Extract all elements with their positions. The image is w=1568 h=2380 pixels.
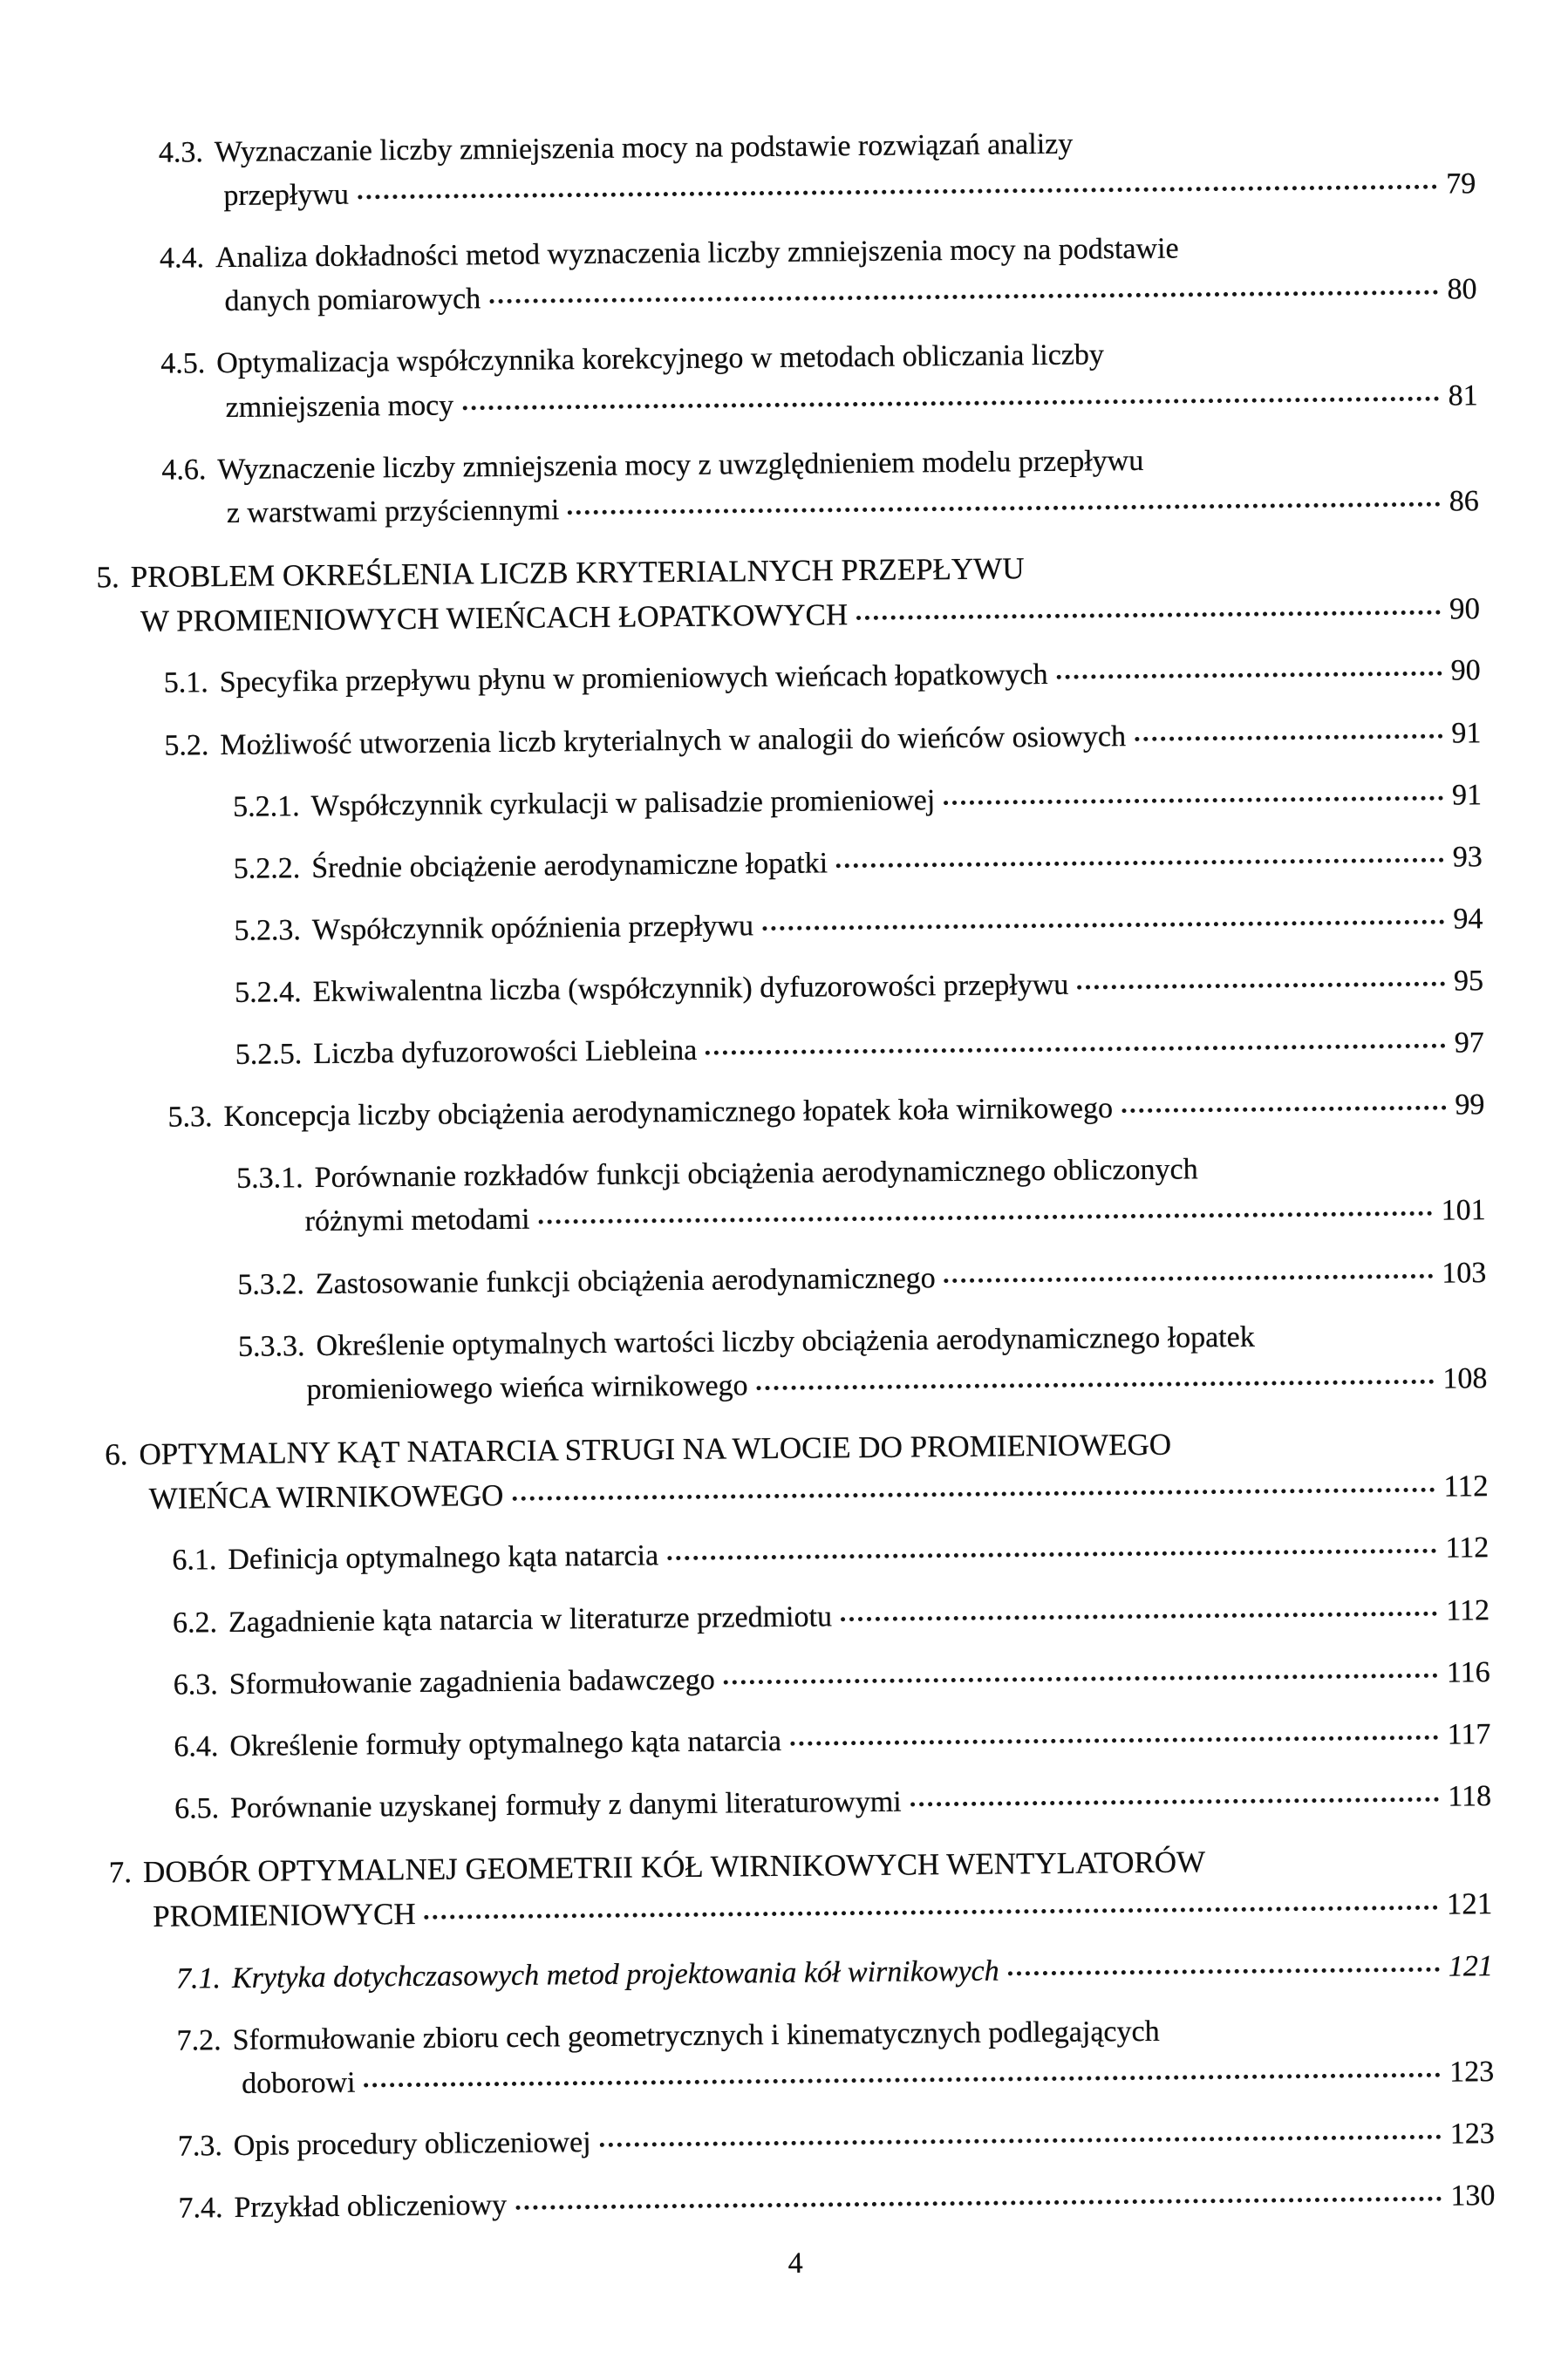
dot-leader	[489, 290, 1438, 303]
dot-leader	[538, 1211, 1432, 1224]
toc-entry-line	[161, 378, 1478, 426]
toc-entry-line	[109, 1841, 1492, 1891]
dot-leader	[706, 1044, 1446, 1055]
toc-entry-line	[96, 546, 1479, 596]
toc-entry-text: Przykład obliczeniowy	[234, 2189, 508, 2225]
toc-entry-line	[97, 590, 1480, 640]
dot-leader	[836, 857, 1444, 868]
toc-entry-text: Specyfika przepływu płynu w promieniowych wieńcach łopatkowych	[219, 658, 1048, 699]
dot-leader	[724, 1673, 1438, 1684]
dot-leader	[944, 1273, 1434, 1282]
toc-entry-page: 99	[1455, 1088, 1485, 1122]
toc-entry	[99, 778, 1482, 826]
toc-entry-line	[164, 654, 1481, 702]
dot-leader	[1077, 982, 1445, 990]
toc-entry-number: 6.3.	[173, 1667, 218, 1701]
toc-entry-text: Krytyka dotychczasowych metod projektowania kół wirnikowych	[231, 1954, 999, 1995]
toc-entry-continuation: doborowi	[241, 2066, 356, 2100]
toc-entry-page: 117	[1447, 1717, 1491, 1751]
dot-leader	[568, 501, 1441, 515]
toc-entry-text: Porównanie uzyskanej formuły z danymi literaturowymi	[229, 1785, 902, 1824]
toc-entry-line	[164, 716, 1481, 764]
toc-entry-line	[176, 1949, 1493, 1997]
toc-entry-number: 6.4.	[174, 1729, 219, 1763]
toc-entry-number: 4.3.	[158, 136, 204, 169]
toc-entry-page: 121	[1448, 1949, 1494, 1983]
toc-entry-number: 6.5.	[174, 1792, 220, 1825]
toc-entry	[105, 1423, 1489, 1517]
toc-entry-text: Określenie optymalnych wartości liczby obciążenia aerodynamicznego łopatek	[316, 1320, 1255, 1362]
toc-entry-line	[105, 1423, 1488, 1473]
toc-entry	[95, 440, 1479, 532]
toc-entry-line	[167, 1088, 1484, 1135]
toc-entry-number: 5.2.1.	[232, 789, 300, 823]
toc-entry-text: Optymalizacja współczynnika korekcyjnego w metodach obliczania liczby	[216, 338, 1105, 380]
dot-leader	[790, 1736, 1439, 1746]
toc-entry	[107, 1655, 1490, 1703]
toc-entry-line	[161, 440, 1478, 488]
toc-entry-page: 121	[1446, 1886, 1493, 1921]
toc-entry-line	[234, 840, 1483, 887]
toc-entry-line	[235, 964, 1483, 1011]
toc-entry-text: Opis procedury obliczeniowej	[233, 2125, 591, 2162]
toc-entry-text: Zagadnienie kąta natarcia w literaturze przedmiotu	[228, 1599, 833, 1639]
toc-entry-continuation: WIEŃCA WIRNIKOWEGO	[148, 1478, 504, 1517]
toc-entry-continuation: różnymi metodami	[304, 1204, 530, 1238]
toc-entry-line	[159, 123, 1476, 171]
toc-entry-number: 6.2.	[172, 1606, 218, 1640]
toc-entry-page: 94	[1453, 903, 1483, 936]
toc-entry-line	[174, 1717, 1490, 1765]
page-number: 4	[787, 2247, 803, 2281]
toc-entry-page: 90	[1449, 591, 1481, 626]
toc-entry-continuation: W PROMIENIOWYCH WIEŃCACH ŁOPATKOWYCH	[140, 597, 849, 639]
toc-entry	[112, 2117, 1495, 2165]
toc-entry-text: OPTYMALNY KĄT NATARCIA STRUGI NA WLOCIE DO PROMIENIOWEGO	[139, 1427, 1172, 1471]
toc-entry-line	[109, 1886, 1492, 1935]
toc-entry	[109, 1841, 1493, 1935]
toc-entry-line	[160, 273, 1476, 321]
toc-entry-number: 4.5.	[160, 347, 206, 381]
toc-entry-page: 123	[1449, 2055, 1495, 2089]
dot-leader	[515, 2197, 1442, 2210]
toc-entry	[108, 1779, 1491, 1827]
toc-entry	[106, 1593, 1490, 1641]
toc-entry	[100, 964, 1483, 1012]
toc-entry-page: 130	[1450, 2179, 1496, 2213]
toc-entry-page: 81	[1448, 378, 1478, 413]
toc-entry-page: 91	[1451, 778, 1483, 812]
dot-leader	[462, 396, 1439, 410]
toc-entry-number: 7.2.	[176, 2023, 222, 2057]
toc-entry-number: 5.2.3.	[234, 914, 302, 947]
dot-leader	[364, 2073, 1441, 2088]
toc-entry-continuation: PROMIENIOWYCH	[153, 1897, 416, 1934]
toc-entry-page: 95	[1453, 965, 1484, 998]
toc-entry-page: 112	[1446, 1593, 1490, 1627]
toc-entry	[106, 1531, 1489, 1579]
toc-entry-number: 7.	[108, 1855, 133, 1890]
toc-entry-text: Współczynnik opóźnienia przepływu	[311, 910, 754, 946]
toc-entry-number: 5.2.	[164, 728, 209, 762]
toc-entry-line	[234, 902, 1483, 949]
toc-entry-text: Analiza dokładności metod wyznaczenia liczby zmniejszenia mocy na podstawie	[215, 232, 1179, 275]
toc-entry-text: Sformułowanie zagadnienia badawczego	[228, 1663, 715, 1701]
toc-entry-line	[160, 335, 1477, 383]
toc-entry-continuation: promieniowego wieńca wirnikowego	[306, 1369, 748, 1406]
toc-entry-line	[174, 1779, 1491, 1827]
toc-entry-line	[160, 228, 1476, 276]
toc-entry-line	[172, 1531, 1489, 1579]
toc-entry-text: Wyznaczenie liczby zmniejszenia mocy z uwzględnieniem modelu przepływu	[217, 444, 1144, 486]
toc-entry-line	[162, 484, 1479, 532]
toc-entry-line	[178, 2117, 1495, 2165]
toc-entry-number: 5.3.	[167, 1101, 213, 1134]
toc-entry	[107, 1717, 1490, 1765]
toc-entry-text: Współczynnik cyrkulacji w palisadzie promieniowej	[310, 783, 936, 822]
toc-entry-page: 86	[1449, 484, 1479, 518]
toc-entry	[110, 2011, 1494, 2103]
toc-entry-page: 90	[1450, 654, 1481, 687]
dot-leader	[944, 795, 1443, 804]
toc-entry-page: 97	[1454, 1026, 1484, 1060]
toc-entry-number: 5.3.1.	[236, 1162, 303, 1196]
toc-entry-text: Koncepcja liczby obciążenia aerodynamicznego łopatek koła wirnikowego	[223, 1092, 1114, 1134]
toc-entry-text: Ekwiwalentna liczba (współczynnik) dyfuzorowości przepływu	[312, 968, 1069, 1009]
toc-entry-number: 7.1.	[175, 1961, 222, 1995]
toc-entry-continuation: danych pomiarowych	[224, 283, 481, 318]
toc-entry-line	[177, 2055, 1494, 2103]
toc-entry-line	[236, 1149, 1485, 1197]
toc-entry-continuation: przepływu	[223, 178, 350, 213]
dot-leader	[600, 2135, 1442, 2147]
toc-entry	[99, 902, 1483, 950]
dot-leader	[1121, 1106, 1446, 1114]
dot-leader	[667, 1549, 1437, 1560]
toc-entry	[94, 335, 1478, 426]
dot-leader	[1008, 1967, 1440, 1975]
toc-entry-line	[233, 778, 1482, 825]
dot-leader	[1135, 733, 1442, 740]
dot-leader	[856, 610, 1441, 620]
dot-leader	[910, 1797, 1440, 1807]
toc-entry	[98, 716, 1481, 764]
dot-leader	[512, 1488, 1435, 1501]
toc-entry-text: Zastosowanie funkcji obciążenia aerodynamicznego	[315, 1261, 936, 1300]
toc-entry-page: 79	[1446, 167, 1476, 201]
toc-entry-line	[106, 1468, 1489, 1517]
toc-entry-page: 101	[1441, 1194, 1486, 1228]
toc-entry	[110, 1949, 1493, 1997]
toc-entry-number: 4.6.	[161, 453, 207, 487]
toc-entry-number: 7.3.	[177, 2130, 223, 2163]
toc-entry-page: 116	[1446, 1655, 1490, 1689]
toc-entry-number: 5.	[96, 560, 119, 595]
dot-leader	[762, 919, 1444, 931]
toc-entry-page: 91	[1451, 716, 1482, 750]
toc-entry-line	[238, 1318, 1487, 1365]
toc-entry-line	[159, 167, 1476, 215]
dot-leader	[757, 1380, 1435, 1390]
toc-entry-text: DOBÓR OPTYMALNEJ GEOMETRII KÓŁ WIRNIKOWYCH WENTYLATORÓW	[142, 1845, 1206, 1889]
toc-entry-line	[173, 1593, 1490, 1641]
toc-entry-text: Średnie obciążenie aerodynamiczne łopatki	[311, 847, 828, 884]
toc-entry-number: 7.4.	[178, 2192, 223, 2225]
toc-entry-text: Definicja optymalnego kąta natarcia	[228, 1539, 659, 1577]
toc-entry-continuation: z warstwami przyściennymi	[226, 494, 560, 529]
toc-entry	[102, 1149, 1486, 1241]
dot-leader	[841, 1611, 1437, 1621]
dot-leader	[425, 1906, 1438, 1920]
toc-entry-number: 5.1.	[163, 666, 208, 700]
toc-entry-number: 6.	[105, 1436, 128, 1472]
toc-entry-line	[176, 2011, 1493, 2059]
toc-entry-text: Określenie formuły optymalnego kąta natarcia	[229, 1724, 782, 1763]
toc-entry-number: 5.2.4.	[234, 976, 302, 1009]
toc-entry	[99, 840, 1483, 888]
toc-entry-page: 118	[1448, 1780, 1492, 1813]
toc-entry-text: Sformułowanie zbioru cech geometrycznych i kinematycznych podlegających	[232, 2015, 1160, 2056]
toc-entry-text: PROBLEM OKREŚLENIA LICZB KRYTERIALNYCH PRZEPŁYWU	[130, 551, 1025, 594]
toc-entry-number: 5.2.2.	[233, 851, 301, 885]
toc-entry-page: 112	[1445, 1531, 1490, 1565]
dot-leader	[1057, 672, 1442, 679]
toc-entry	[98, 654, 1481, 702]
toc-entry-page: 103	[1442, 1256, 1487, 1290]
toc-entry-page: 108	[1442, 1361, 1488, 1395]
toc-entry-line	[236, 1194, 1485, 1241]
toc-entry-line	[178, 2179, 1495, 2227]
toc-entry-text: Liczba dyfuzorowości Liebleina	[313, 1033, 698, 1071]
toc-entry-continuation: zmniejszenia mocy	[225, 389, 454, 424]
toc-entry-text: Wyznaczanie liczby zmniejszenia mocy na podstawie rozwiązań analizy	[214, 127, 1074, 169]
toc-entry-page: 112	[1443, 1469, 1489, 1504]
toc-entry-number: 5.3.2.	[237, 1267, 305, 1301]
toc-entry	[93, 228, 1477, 320]
toc-entry-page: 93	[1452, 840, 1483, 874]
dot-leader	[358, 185, 1437, 200]
toc-entry-line	[238, 1361, 1487, 1408]
toc-entry-number: 6.1.	[172, 1544, 217, 1578]
toc-entry	[92, 123, 1476, 215]
toc-entry	[101, 1026, 1484, 1074]
toc-entry-text: Możliwość utworzenia liczb kryterialnych w analogii do wieńców osiowych	[220, 719, 1127, 761]
toc-entry-line	[237, 1256, 1486, 1303]
toc-entry-number: 5.2.5.	[235, 1038, 303, 1072]
toc-entry-page: 80	[1447, 273, 1477, 306]
toc-entry-line	[174, 1655, 1490, 1703]
toc-entry-line	[235, 1026, 1484, 1073]
toc-entry	[101, 1088, 1484, 1135]
toc-entry-number: 5.3.3.	[237, 1329, 305, 1363]
toc-entry-page: 123	[1449, 2117, 1495, 2151]
toc-entry	[112, 2179, 1495, 2227]
toc-entry-text: Porównanie rozkładów funkcji obciążenia aerodynamicznego obliczonych	[314, 1153, 1198, 1195]
toc-entry	[103, 1256, 1486, 1304]
toc-entry	[96, 546, 1480, 640]
toc-entry	[104, 1318, 1488, 1409]
toc-entry-number: 4.4.	[159, 242, 205, 275]
